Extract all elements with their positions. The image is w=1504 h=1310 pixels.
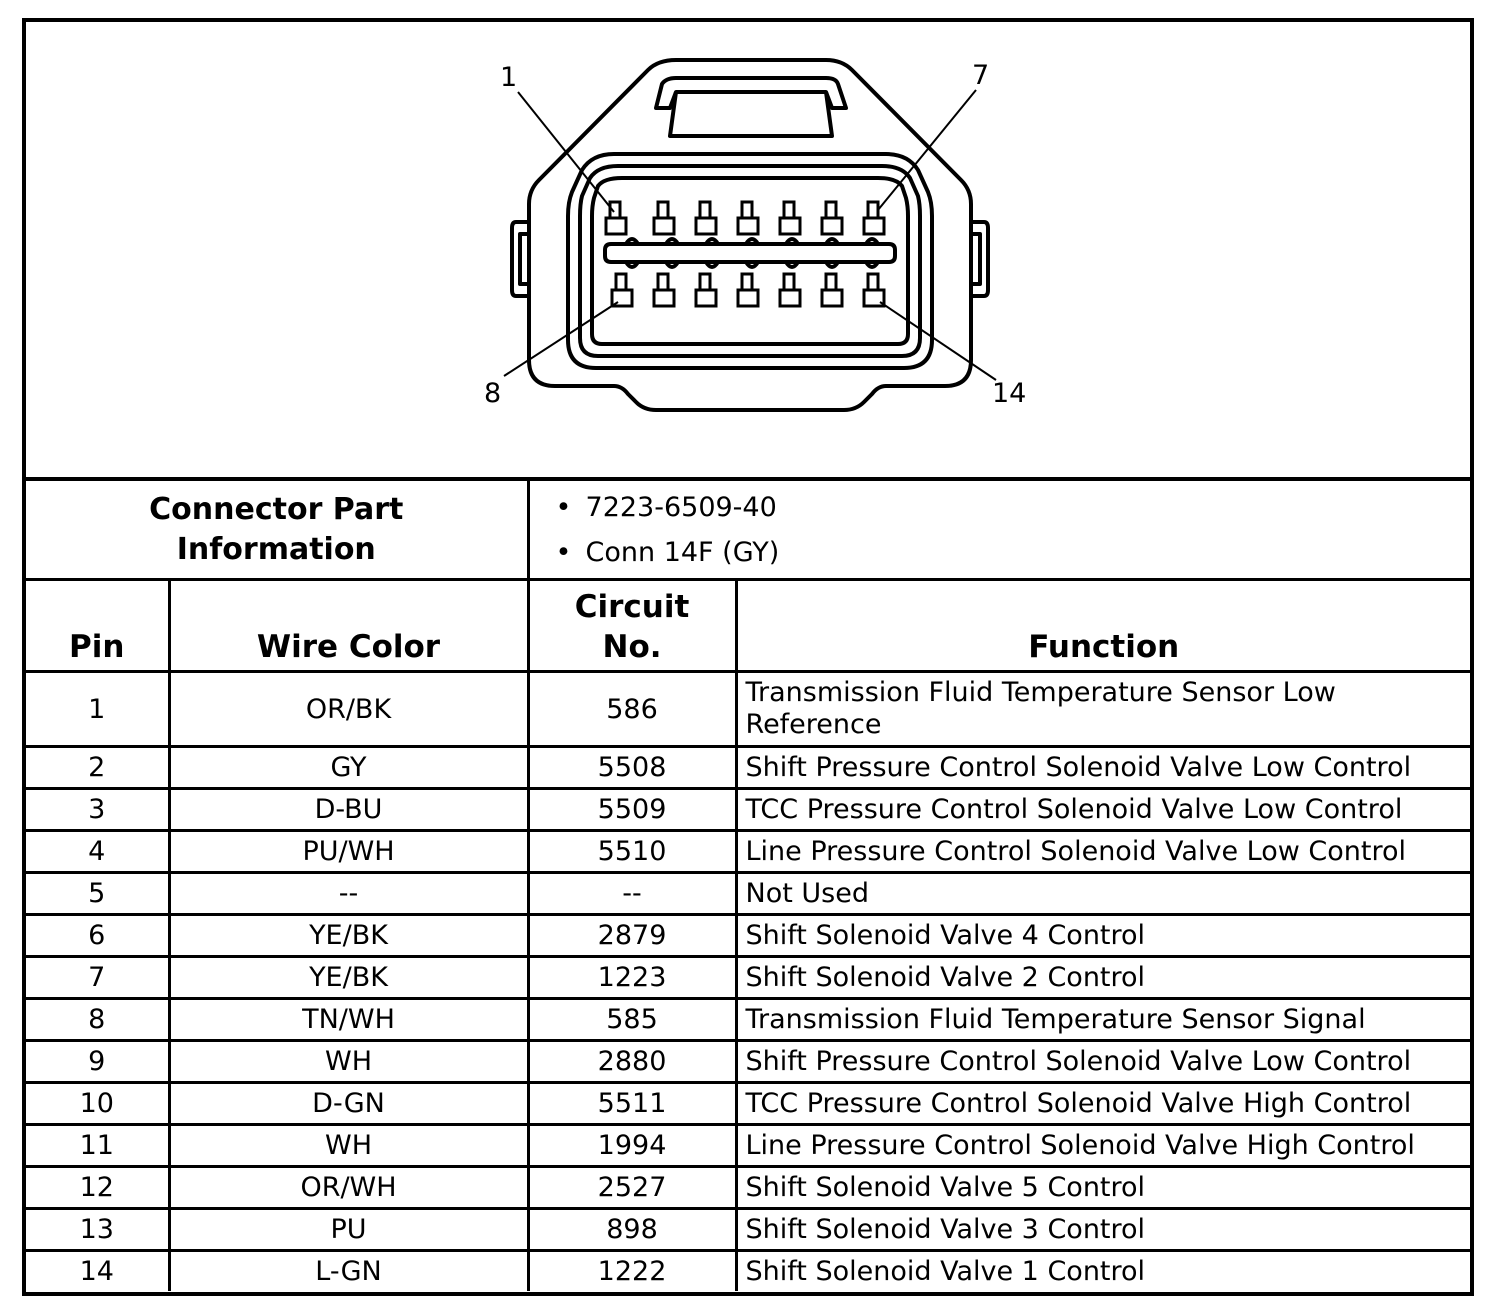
circuit-cell: 898 [528, 1209, 736, 1251]
wire-color-cell: OR/WH [169, 1167, 528, 1209]
pin-cell: 1 [26, 672, 169, 747]
circuit-cell: 2879 [528, 915, 736, 957]
circuit-cell: 5509 [528, 789, 736, 831]
table-row [26, 789, 1470, 831]
table-row [26, 1083, 1470, 1125]
wire-color-cell: D-BU [169, 789, 528, 831]
pinout-table [26, 481, 1470, 1291]
table-row [26, 831, 1470, 873]
circuit-cell: 1994 [528, 1125, 736, 1167]
circuit-cell: 5508 [528, 747, 736, 789]
circuit-cell: 5510 [528, 831, 736, 873]
wire-color-cell: YE/BK [169, 915, 528, 957]
connector-description: • Conn 14F (GY) [586, 530, 1471, 575]
circuit-cell: 585 [528, 999, 736, 1041]
table-row [26, 1251, 1470, 1292]
pin-cell: 8 [26, 999, 169, 1041]
pin-cell: 14 [26, 1251, 169, 1292]
pin-cell: 2 [26, 747, 169, 789]
table-row [26, 915, 1470, 957]
connector-info-list [528, 481, 1470, 580]
connector-info-label-line2: Information [176, 531, 376, 567]
function-cell: TCC Pressure Control Solenoid Valve High Control [736, 1083, 1470, 1125]
function-cell: Shift Pressure Control Solenoid Valve Low Control [736, 1041, 1470, 1083]
function-cell: Not Used [736, 873, 1470, 915]
table-row [26, 747, 1470, 789]
function-cell: Transmission Fluid Temperature Sensor Low Reference [736, 672, 1470, 747]
function-cell: Shift Pressure Control Solenoid Valve Low Control [736, 747, 1470, 789]
header-wire-color: Wire Color [169, 580, 528, 672]
wire-color-cell: D-GN [169, 1083, 528, 1125]
wire-color-cell: OR/BK [169, 672, 528, 747]
function-cell: Shift Solenoid Valve 2 Control [736, 957, 1470, 999]
function-cell: Line Pressure Control Solenoid Valve High Control [736, 1125, 1470, 1167]
pin-cell: 12 [26, 1167, 169, 1209]
table-row [26, 1167, 1470, 1209]
pin-cell: 4 [26, 831, 169, 873]
header-circuit-no [528, 580, 736, 672]
function-cell: Shift Solenoid Valve 5 Control [736, 1167, 1470, 1209]
circuit-cell: 2880 [528, 1041, 736, 1083]
wire-color-cell: TN/WH [169, 999, 528, 1041]
connector-info-label [26, 481, 528, 580]
wire-color-cell: PU [169, 1209, 528, 1251]
callout-pin-14: 14 [992, 378, 1027, 409]
connector-part-number: • 7223-6509-40 [586, 485, 1471, 530]
header-circuit-line1: Circuit [574, 589, 690, 625]
header-circuit-line2: No. [602, 629, 662, 665]
wire-color-cell: YE/BK [169, 957, 528, 999]
connector-info-label-line1: Connector Part [149, 491, 404, 527]
header-pin: Pin [26, 580, 169, 672]
latch [656, 78, 846, 108]
pin-cell: 10 [26, 1083, 169, 1125]
pin-cell: 7 [26, 957, 169, 999]
table-row [26, 873, 1470, 915]
table-row [26, 999, 1470, 1041]
terminal-row-top [606, 202, 884, 234]
header-function: Function [736, 580, 1470, 672]
table-header-row [26, 580, 1470, 672]
table-row [26, 1209, 1470, 1251]
pin-cell: 3 [26, 789, 169, 831]
function-cell: Line Pressure Control Solenoid Valve Low Control [736, 831, 1470, 873]
document-frame [22, 18, 1474, 1296]
table-row [26, 957, 1470, 999]
circuit-cell: 586 [528, 672, 736, 747]
table-row [26, 1041, 1470, 1083]
wire-color-cell: WH [169, 1125, 528, 1167]
connector-diagram [26, 22, 1470, 481]
pin-cell: 9 [26, 1041, 169, 1083]
pin-cell: 6 [26, 915, 169, 957]
callout-pin-1: 1 [500, 62, 518, 93]
callout-pin-8: 8 [484, 378, 502, 409]
wire-color-cell: PU/WH [169, 831, 528, 873]
circuit-cell: 1222 [528, 1251, 736, 1292]
wire-color-cell: GY [169, 747, 528, 789]
center-rib [605, 244, 895, 262]
function-cell: Transmission Fluid Temperature Sensor Signal [736, 999, 1470, 1041]
function-cell: Shift Solenoid Valve 3 Control [736, 1209, 1470, 1251]
pin-cell: 11 [26, 1125, 169, 1167]
callout-pin-7: 7 [972, 60, 990, 91]
table-row [26, 672, 1470, 747]
table-row [26, 1125, 1470, 1167]
connector-face-drawing [26, 22, 1470, 477]
wire-color-cell: WH [169, 1041, 528, 1083]
circuit-cell: -- [528, 873, 736, 915]
circuit-cell: 2527 [528, 1167, 736, 1209]
function-cell: TCC Pressure Control Solenoid Valve Low Control [736, 789, 1470, 831]
pin-cell: 13 [26, 1209, 169, 1251]
wire-color-cell: L-GN [169, 1251, 528, 1292]
pin-cell: 5 [26, 873, 169, 915]
function-cell: Shift Solenoid Valve 4 Control [736, 915, 1470, 957]
circuit-cell: 1223 [528, 957, 736, 999]
terminal-row-bottom [612, 274, 884, 306]
circuit-cell: 5511 [528, 1083, 736, 1125]
function-cell: Shift Solenoid Valve 1 Control [736, 1251, 1470, 1292]
wire-color-cell: -- [169, 873, 528, 915]
connector-info-row [26, 481, 1470, 580]
